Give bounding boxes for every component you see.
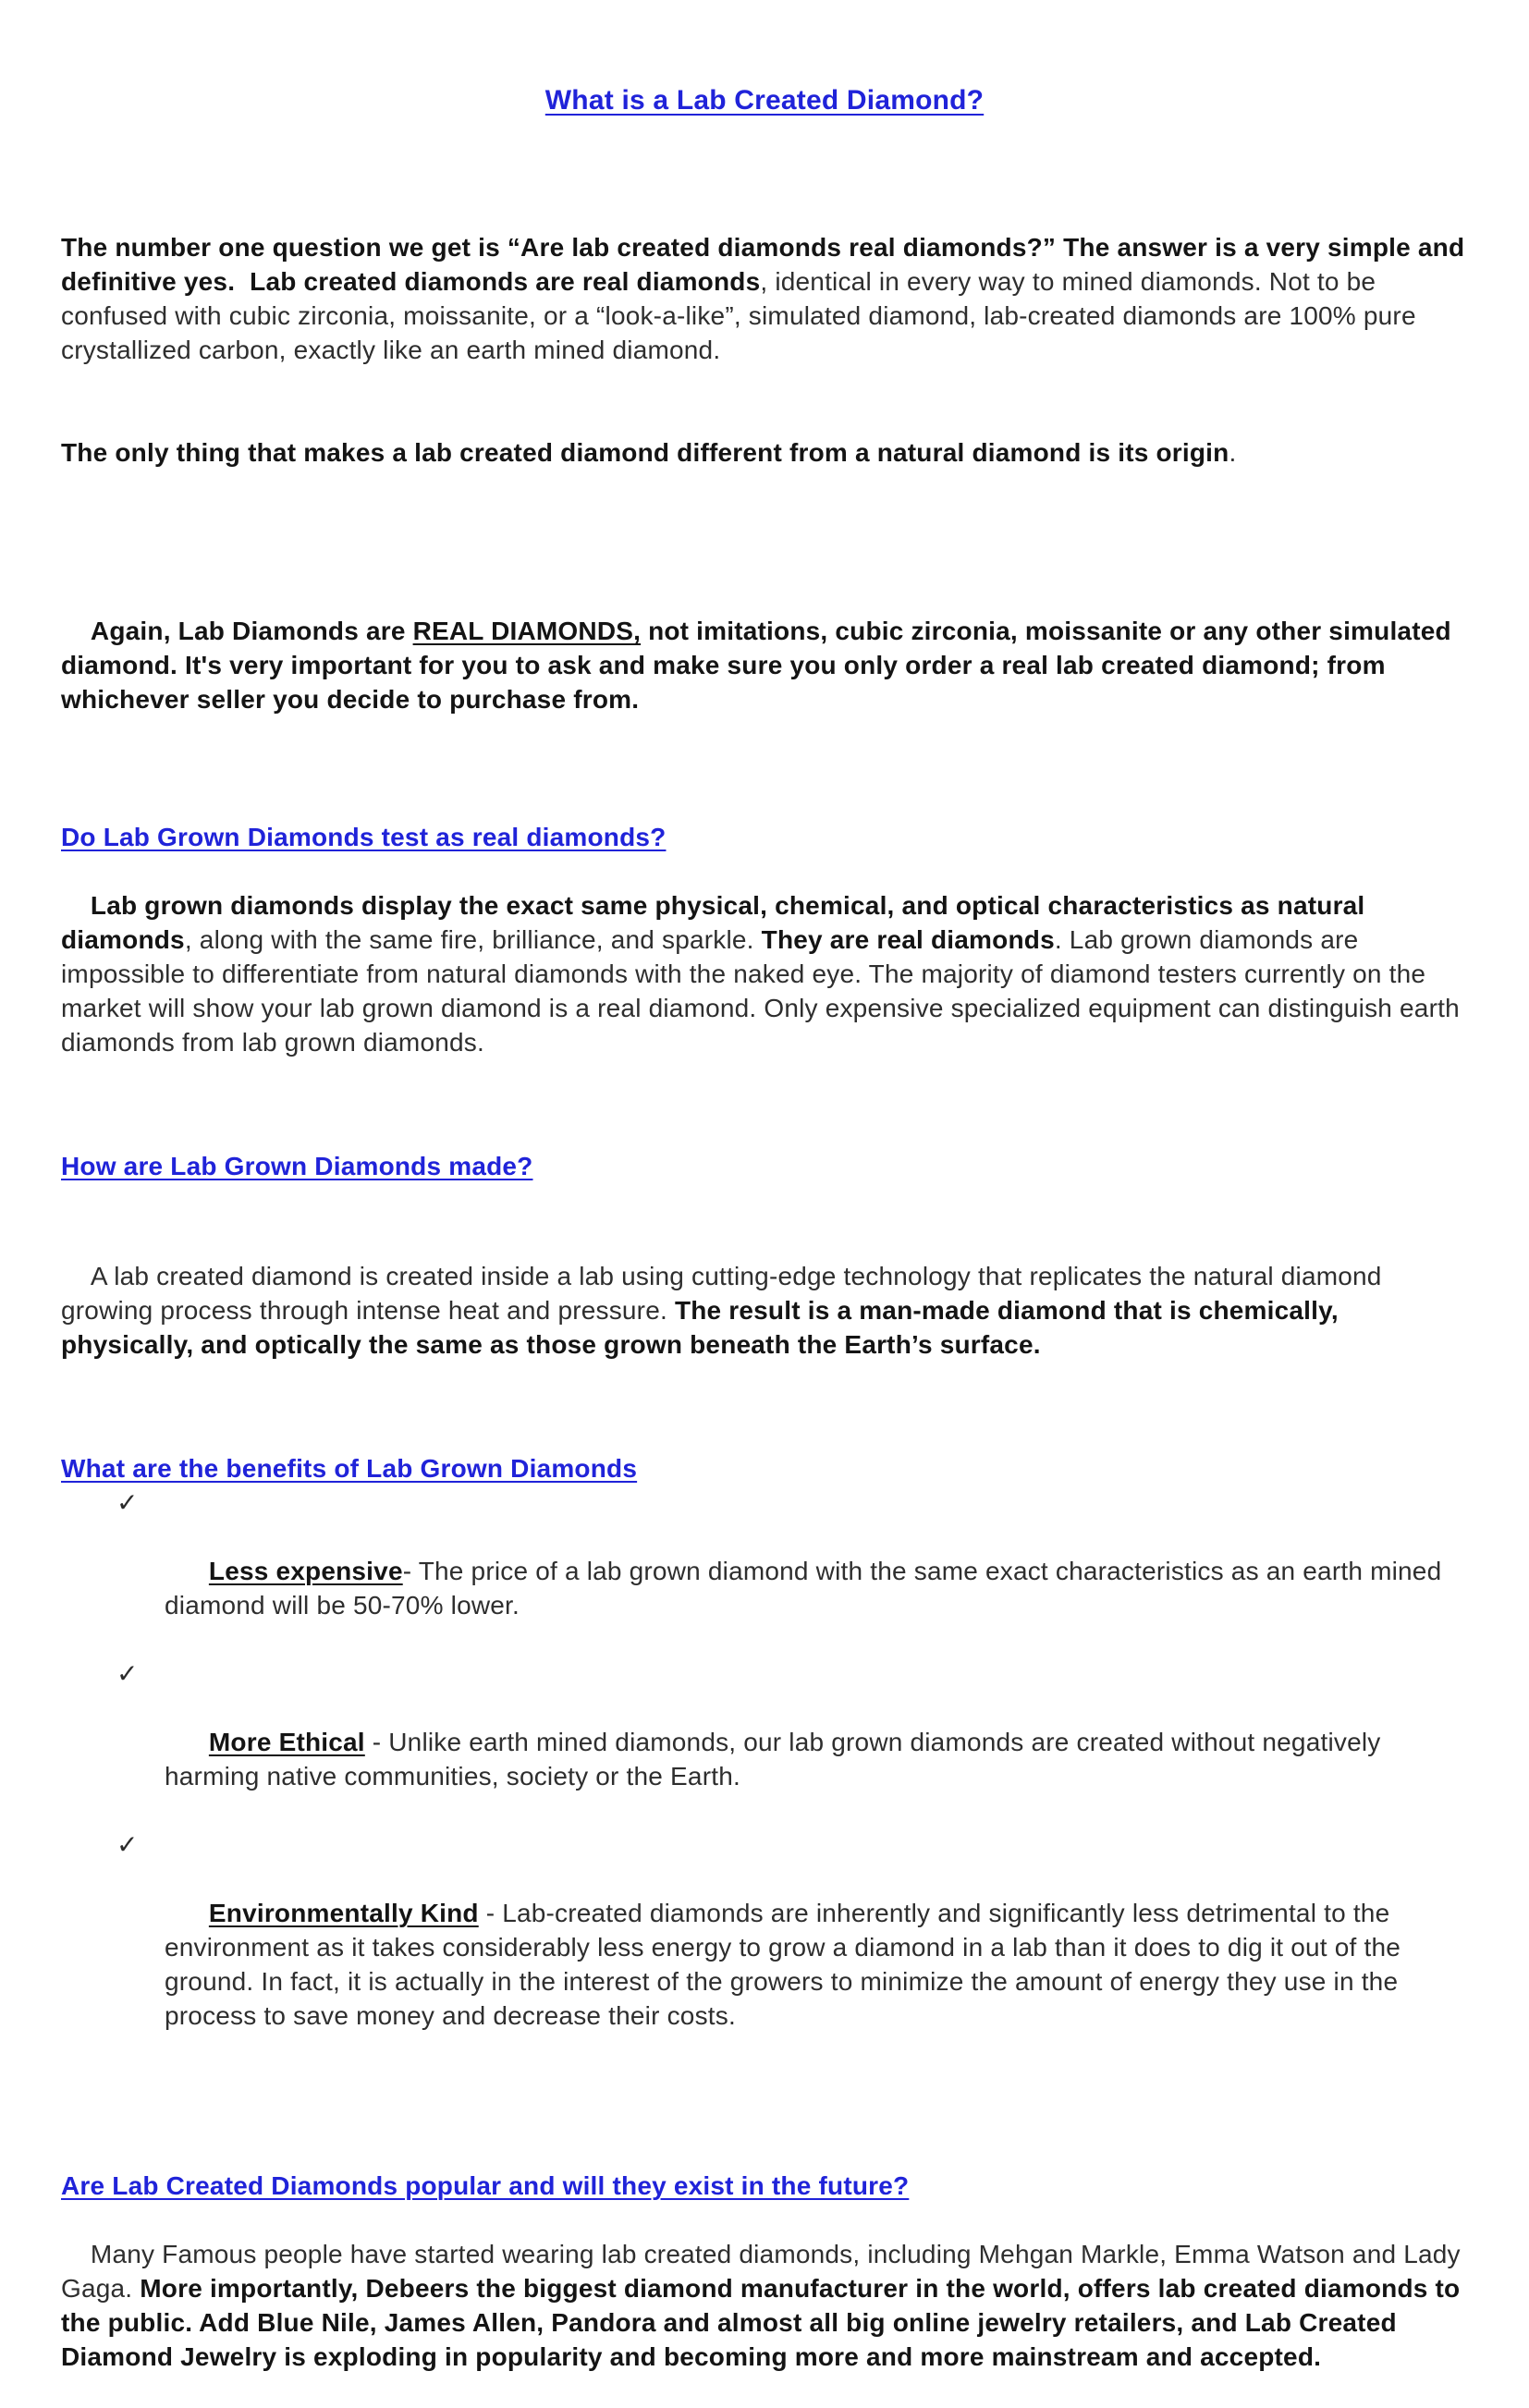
benefit-text: - Lab-created diamonds are inherently and significantly less detrimental to the environment as it takes considerably less energy to grow a diamond in a lab than it does to dig it out of the ground. In fact, it is actually in the interest of the growers to minimize the amount of energy they use in the process to save money and decrease their costs. — [165, 1899, 1408, 2030]
benefit-item-environmentally-kind — [61, 1827, 1468, 2067]
again-bold-lead: Again, Lab Diamonds are — [90, 617, 413, 645]
intro-origin-period: . — [1229, 438, 1237, 467]
test-paragraph — [61, 854, 1468, 1094]
real-diamonds-paragraph — [61, 580, 1468, 751]
intro-regular-text: , identical in every way to mined diamonds. Not to be confused with cubic zirconia, moissanite, or a “look-a-like”, simulated diamond, lab-created diamonds are 100% pure crystallized carbon, exactly like an earth mined diamond. — [61, 267, 1424, 364]
checkmark-icon: ✓ — [116, 1659, 139, 1688]
benefit-item-more-ethical — [61, 1656, 1468, 1827]
heading-benefits-link[interactable]: What are the benefits of Lab Grown Diamonds — [61, 1454, 638, 1483]
benefit-label: Environmentally Kind — [208, 1899, 479, 1927]
made-regular-text: A lab created diamond is created inside a lab using cutting-edge technology that replicates the natural diamond growing process through intense heat and pressure. — [61, 1262, 1389, 1325]
benefit-text: - Unlike earth mined diamonds, our lab grown diamonds are created without negatively harming native communities, society or the Earth. — [165, 1728, 1388, 1791]
benefits-list — [61, 1485, 1468, 2067]
made-bold-result: The result is a man-made diamond that is chemically, physically, and optically the same as those grown beneath the Earth’s surface. — [61, 1296, 1346, 1359]
again-bold-rest: not imitations, cubic zirconia, moissanite or any other simulated diamond. It's very important for you to ask and make sure you only order a real lab created diamond; from whichever seller you decide to purchase from. — [61, 617, 1459, 714]
heading-how-made-link[interactable]: How are Lab Grown Diamonds made? — [61, 1152, 533, 1180]
benefit-item-less-expensive — [61, 1485, 1468, 1656]
test-bold-real: They are real diamonds — [761, 925, 1055, 954]
test-bold-lead: Lab grown diamonds display the exact same physical, chemical, and optical characteristics as natural diamonds — [61, 891, 1373, 954]
intro-paragraph-main — [61, 230, 1473, 367]
future-bold-text: More importantly, Debeers the biggest diamond manufacturer in the world, offers lab created diamonds to the public. Add Blue Nile, James Allen, Pandora and almost all big online jewelry retailers, and Lab Created Diamond Jewelry is exploding in popularity and becoming more and more mainstream and accepted. — [61, 2274, 1468, 2371]
future-regular-text: Many Famous people have started wearing lab created diamonds, including Mehgan Markle, Emma Watson and Lady Gaga. — [61, 2240, 1468, 2303]
intro-origin-bold: The only thing that makes a lab created diamond different from a natural diamond is its origin — [61, 438, 1229, 467]
checkmark-icon: ✓ — [116, 1488, 139, 1517]
heading-test-as-real-link[interactable]: Do Lab Grown Diamonds test as real diamonds? — [61, 823, 667, 851]
document-title-link[interactable]: What is a Lab Created Diamond? — [544, 85, 985, 116]
intro-origin-line — [61, 435, 1468, 470]
benefit-text: - The price of a lab grown diamond with the same exact characteristics as an earth mined diamond will be 50-70% lower. — [165, 1557, 1449, 1620]
heading-popular-future-link[interactable]: Are Lab Created Diamonds popular and will they exist in the future? — [61, 2171, 910, 2200]
benefit-label: Less expensive — [208, 1557, 403, 1585]
test-regular-2: . Lab grown diamonds are impossible to differentiate from natural diamonds with the naked eye. The majority of diamond testers currently on the market will show your lab grown diamond is a real diamond. Only expensive specialized equipment can distinguish earth diamonds from lab grown diamonds. — [61, 925, 1467, 1057]
future-paragraph — [61, 2203, 1468, 2408]
intro-bold-lead: The number one question we get is “Are lab created diamonds real diamonds?” The answer is a very simple and definitive yes. Lab created diamonds are real diamonds — [61, 233, 1473, 296]
checkmark-icon: ✓ — [116, 1830, 139, 1859]
how-made-paragraph — [61, 1225, 1468, 1396]
benefit-label: More Ethical — [208, 1728, 365, 1756]
intro-paragraph — [61, 162, 1473, 538]
test-regular-1: , along with the same fire, brilliance, and sparkle. — [184, 925, 762, 954]
real-diamonds-underlined: REAL DIAMONDS, — [412, 617, 642, 645]
